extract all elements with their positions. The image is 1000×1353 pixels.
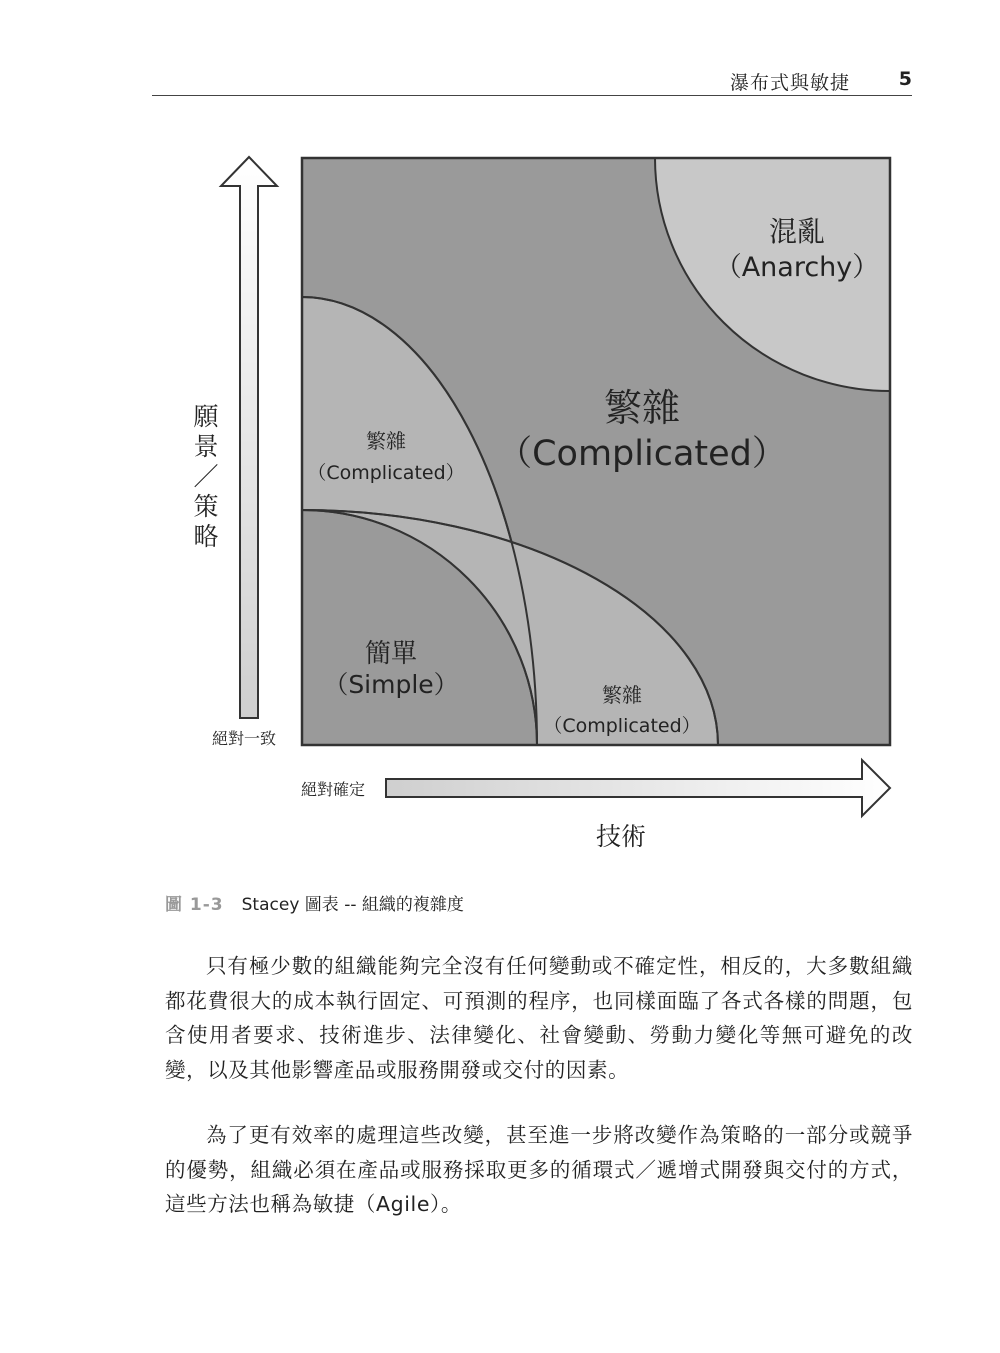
y-axis-label-char-4: 策 bbox=[193, 492, 219, 521]
body-paragraph: 為了更有效率的處理這些改變，甚至進一步將改變作為策略的一部分或競爭的優勢，組織必須在產品或服務採取更多的循環式／遞增式開發與交付的方式，這些方法也稱為敏捷（Agile）。 bbox=[165, 1123, 913, 1216]
y-axis-label-char-1: 願 bbox=[193, 402, 219, 431]
page-number: 5 bbox=[898, 68, 912, 90]
figure-caption-text: Stacey 圖表 -- 組織的複雜度 bbox=[241, 895, 464, 915]
anarchy-label-zh: 混亂 bbox=[768, 215, 826, 248]
y-axis-arrow bbox=[221, 157, 277, 718]
x-axis-origin-label: 絕對確定 bbox=[300, 780, 366, 799]
y-axis-label-char-2: 景 bbox=[193, 432, 219, 461]
figure-caption bbox=[165, 890, 464, 915]
y-axis-label-char-3: ／ bbox=[193, 462, 219, 491]
complicated-bottom-label-en: （Complicated） bbox=[543, 715, 701, 737]
simple-label-zh: 簡單 bbox=[364, 639, 418, 669]
complicated-bottom-label-zh: 繁雜 bbox=[602, 683, 642, 707]
figure-number: 圖 1-3 bbox=[165, 895, 224, 915]
x-axis-arrow bbox=[386, 760, 890, 816]
complicated-left-label-zh: 繁雜 bbox=[366, 429, 406, 453]
y-axis-label-char-5: 略 bbox=[193, 522, 219, 551]
x-axis-label: 技術 bbox=[595, 822, 647, 851]
running-header-title: 瀑布式與敏捷 bbox=[729, 72, 850, 94]
complicated-left-label-en: （Complicated） bbox=[307, 462, 465, 484]
body-paragraph: 只有極少數的組織能夠完全沒有任何變動或不確定性，相反的，大多數組織都花費很大的成本執行固定、可預測的程序，也同樣面臨了各式各樣的問題，包含使用者要求、技術進步、法律變化、社會變動、勞動力變化等無可避免的改變，以及其他影響產品或服務開發或交付的因素。 bbox=[165, 954, 913, 1082]
complicated-main-label-zh: 繁雜 bbox=[603, 386, 681, 430]
simple-label-en: （Simple） bbox=[323, 670, 459, 699]
y-axis-origin-label: 絕對一致 bbox=[211, 729, 277, 748]
anarchy-label-en: （Anarchy） bbox=[714, 252, 880, 283]
complicated-main-label-en: （Complicated） bbox=[497, 434, 787, 474]
